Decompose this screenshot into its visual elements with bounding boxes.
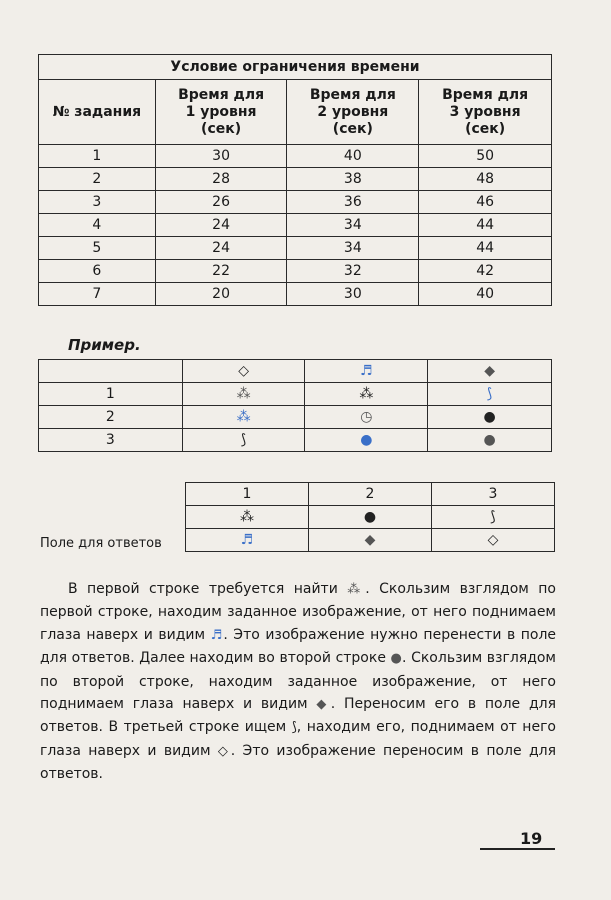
cup-icon: ● [428, 429, 552, 452]
table-row [39, 383, 552, 406]
time-level-2: 40 [287, 145, 419, 168]
snowflake-icon: ⁂ [182, 406, 305, 429]
task-number: 6 [39, 260, 156, 283]
music-note-icon: ♬ [210, 627, 224, 643]
diamond-outline-icon: ◇ [217, 743, 231, 759]
time-level-2: 34 [287, 237, 419, 260]
task-number: 3 [39, 191, 156, 214]
answer-column-1: 1 [186, 483, 309, 506]
time-table-title: Условие ограничения времени [39, 55, 552, 80]
header-level-3-text: Время для 3 уровня (сек) [442, 86, 529, 137]
text-segment: . Это изображение переносим в поле для ответов. [40, 742, 557, 783]
time-level-1: 30 [155, 145, 287, 168]
row-label: 3 [39, 429, 183, 452]
instruction-paragraph [40, 578, 556, 786]
time-level-1: 26 [155, 191, 287, 214]
task-number: 2 [39, 168, 156, 191]
time-level-3: 44 [419, 237, 552, 260]
diamond-outline-icon: ◇ [182, 360, 305, 383]
bell-icon: ⟆ [428, 383, 552, 406]
table-row [39, 260, 552, 283]
time-level-3: 44 [419, 214, 552, 237]
table-row [39, 214, 552, 237]
time-level-1: 22 [155, 260, 287, 283]
text-segment: . Скользим взглядом по второй строке, находим заданное изображение, от него поднимаем глаза наверх и видим [40, 650, 556, 713]
row-label: 1 [39, 383, 183, 406]
row-label: 2 [39, 406, 183, 429]
header-task-number: № задания [39, 80, 156, 145]
diamond-filled-icon: ◆ [316, 697, 331, 713]
table-row [39, 360, 552, 383]
table-row [39, 168, 552, 191]
text-segment: В первой строке требуется найти [68, 581, 348, 597]
table-row [186, 483, 555, 506]
example-heading: Пример. [68, 336, 141, 354]
task-number: 1 [39, 145, 156, 168]
header-level-3 [419, 80, 552, 145]
answer-column-2: 2 [309, 483, 432, 506]
time-level-2: 32 [287, 260, 419, 283]
cup-icon: ● [390, 651, 403, 667]
time-level-2: 34 [287, 214, 419, 237]
header-level-2 [287, 80, 419, 145]
bell-icon: ⟆ [182, 429, 305, 452]
diamond-filled-icon: ◆ [428, 360, 552, 383]
answer-column-3: 3 [432, 483, 555, 506]
task-number: 4 [39, 214, 156, 237]
time-level-3: 50 [419, 145, 552, 168]
cup-icon: ● [428, 406, 552, 429]
table-row [39, 283, 552, 306]
text-segment: . Переносим его в поле для ответов. В третьей строке ищем [40, 696, 556, 736]
header-level-1 [155, 80, 287, 145]
header-level-2-text: Время для 2 уровня (сек) [309, 86, 396, 137]
snowflake-icon: ⁂ [182, 383, 305, 406]
cup-icon: ● [309, 506, 432, 529]
music-note-icon: ♬ [305, 360, 428, 383]
text-segment: , находим его, поднимаем от него глаза наверх и видим [40, 719, 556, 759]
text-segment: . Скользим взглядом по первой строке, находим заданное изображение, от него поднимаем глаза наверх и видим [40, 581, 556, 643]
table-row [186, 529, 555, 552]
diamond-outline-icon[interactable]: ◇ [432, 529, 555, 552]
text-segment: . Это изображение нужно перенести в поле для ответов. Далее находим во второй строке [40, 626, 557, 667]
clock-icon: ◷ [305, 406, 428, 429]
cup-icon: ● [305, 429, 428, 452]
bell-icon: ⟆ [291, 720, 297, 736]
page-number: 19 [520, 829, 543, 848]
time-level-3: 46 [419, 191, 552, 214]
time-limits-table [38, 54, 552, 306]
time-level-1: 28 [155, 168, 287, 191]
time-level-1: 24 [155, 237, 287, 260]
snowflake-icon: ⁂ [347, 582, 366, 597]
bell-icon: ⟆ [432, 506, 555, 529]
table-row [186, 506, 555, 529]
example-table [38, 359, 552, 452]
empty-cell [39, 360, 183, 383]
table-row [39, 237, 552, 260]
task-number: 7 [39, 283, 156, 306]
time-level-1: 20 [155, 283, 287, 306]
answer-field-label: Поле для ответов [40, 536, 162, 551]
snowflake-icon: ⁂ [305, 383, 428, 406]
time-level-2: 38 [287, 168, 419, 191]
snowflake-icon: ⁂ [186, 506, 309, 529]
task-number: 5 [39, 237, 156, 260]
diamond-filled-icon[interactable]: ◆ [309, 529, 432, 552]
time-level-1: 24 [155, 214, 287, 237]
table-row [39, 191, 552, 214]
header-level-1-text: Время для 1 уровня (сек) [178, 86, 265, 137]
time-level-2: 30 [287, 283, 419, 306]
time-level-3: 40 [419, 283, 552, 306]
music-note-icon[interactable]: ♬ [186, 529, 309, 552]
page-number-rule [480, 848, 555, 850]
table-row [39, 406, 552, 429]
answer-field-table [185, 482, 555, 552]
time-level-3: 42 [419, 260, 552, 283]
table-row [39, 429, 552, 452]
table-row [39, 145, 552, 168]
time-level-2: 36 [287, 191, 419, 214]
time-level-3: 48 [419, 168, 552, 191]
